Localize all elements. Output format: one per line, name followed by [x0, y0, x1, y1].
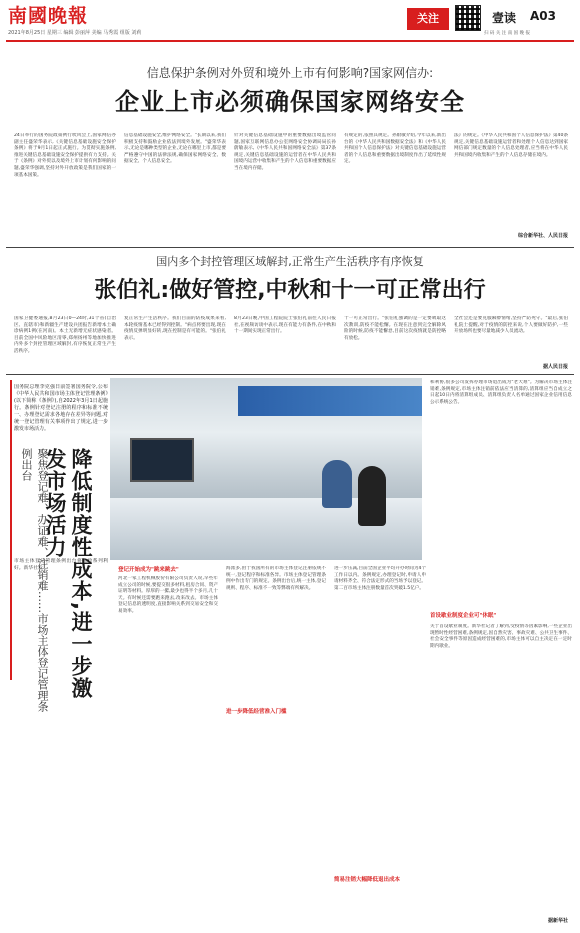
story2-col-1: 国家卫健委通报,8月23日0—24时,31个省(自治区、直辖市)和新疆生产建设兵团报告新增本土确诊病例1例(在河南)。本土无新增无症状感染者。目前全国中风险地区清零,郑州扬州等地加快推进内外多个封控管理区域解封,有序恢复正常生产生活秩序。: [14, 316, 116, 354]
masthead-rule: [6, 40, 574, 42]
photo-screen: [130, 438, 194, 482]
story3-col-1: 河北一家工程机械股份有限公司负责人说,早些年成立公司的时候,要提交很多材料,租房合同、资产证明等材料。厚厚的一摞,最少也得半个多月,几十天。有时候还需要跑来跑去,改来改去。市场主体登记信息的透明度,直接影响关系到交易安全和交易效率。: [118, 576, 218, 614]
photo-caption: 市场主体登记管理条例出台将简政系列利好。新华社发: [14, 559, 108, 571]
section-head-2: 进一步降低经营准入门槛: [226, 709, 287, 715]
story2-col-4: 十一可正常出行。"张伯礼强调的是一定要吸取这次教训,防疫不能松懈。在现在注意到完全解除风险的时候,防疫不能懈怠,目前这次疫情就是防控略有放松。: [344, 316, 446, 341]
story1-kicker: 信息保护条例对外贸和境外上市有何影响?国家网信办:: [146, 66, 434, 80]
qr-caption: 扫 码 关 注 南 国 晚 报: [484, 31, 531, 36]
story1-credit: 综合新华社、人民日报: [517, 233, 568, 239]
page-name: 壹读: [492, 11, 517, 25]
section-head-4: 首设歇业制度企业可"休眠": [430, 613, 497, 619]
qr-code-icon: [455, 5, 481, 31]
photo-banner: [238, 386, 422, 416]
story2-col-3: 8月23日晚,中国工程院院士张伯礼前往人民日报社,在视频访谈中表示,现在有能力有条件,在中秋和十一期间实现正常出行。: [234, 316, 336, 335]
section-head-3: 简易注销大幅降低退出成本: [334, 877, 401, 883]
service-hall-photo: [110, 378, 422, 560]
story2-headline: 张伯礼:做好管控,中秋和十一可正常出行: [94, 278, 486, 303]
newspaper-logo: 南國晚報: [8, 5, 89, 27]
story3-headline: 降低制度性成本,进一步激发市场活力: [43, 448, 93, 699]
section-tag-label: 关注: [417, 12, 439, 25]
photo-clerk: [322, 460, 352, 508]
story2-credit: 据人民日报: [542, 364, 568, 370]
story3-col-5: 关于首设歇业制度。新华社记者了解到,受疫情等因素影响,一些企业出现暂时性经营困难,条例规定,因自然灾害、事故灾难、公共卫生事件、社会安全事件等原因造成经营困难的,市场主体可以自主决定在一定时期内歇业。: [430, 624, 572, 649]
story1-col-5: 法》的规定。《中华人民共和国个人信息保护法》第40条规定,关键信息基础设施运营者和处理个人信息达到国家网信部门规定数量的个人信息处理者,应当将在中华人民共和国境内收集和产生的个人信息存储在境内。: [454, 133, 568, 158]
story1-col-2: 信息基础设施安全,维护网络安全。"长期以来,我们积极支持和鼓励企业依法到境外发展。"盛荣华表示,无论是哪种类型的企业,无论在哪里上市,都是要严格遵守中国的法律法规,确保国家网络安全、数据安全、个人信息安全。: [124, 133, 226, 165]
story1-col-1: 24日举行的国务院政策例行吹风会上,国家网信办副主任盛荣华表示,《关键信息基础设施安全保护条例》将于9月1日起正式施行。为贯彻实施条例,推进关键信息基础设施安全保护提供有力支持。关于《条例》对外贸以及境外上市计划有何影响的问题,盛荣华强调,坚持对外开放政策是我们国家的一项基本国策。: [14, 133, 116, 178]
story2-col-2: 复正常生产生活秩序。我们目前的防疫成果来看,本轮疫情基本已经得到控制。"病点将要出现,现在疫情反弹明显好转,现在控制是有可能的。"张伯礼表示。: [124, 316, 226, 341]
story2-col-5: 全社会还是要克服麻痹情绪,坚持严防死守。"最后,张伯礼院士提醒,对于疫情的防控来说,个人要做好防护,一些开放场所也要尽量地减少人员流动。: [454, 316, 568, 335]
page-number: A03: [530, 9, 556, 23]
story3-col-4: 和利协,很多公司发挥办理市场退出成为"老大难"。为解决市场主体注销难,条例规定,市场主体注销前依法应当清算的,清算组应当自成立之日起10日内将清算组成员、清算组负责人名单通过国家企业信用信息公示系统公告。: [430, 380, 572, 405]
story3-col-2: 海派多,由于我国所有的市场主体登记注册依规不统一,登记程序和标准各异。市场主体登记管理条例中作出专门的规定。条例出台后,统一主体,登记规则、程序、标准不一致等弊端有所解决。: [226, 566, 326, 591]
story2-kicker: 国内多个封控管理区域解封,正常生产生活秩序有序恢复: [156, 255, 424, 268]
section-head-1: 登记开始成为"跳来跳去": [118, 567, 179, 573]
date-line: 2021年8月25日 星期三 编辑 彭丽萍 美编 马秀霞 组版 刘莉: [8, 30, 142, 36]
story3-credit: 据新华社: [547, 918, 568, 924]
story1-headline: 企业上市必须确保国家网络安全: [115, 88, 465, 116]
story1-col-4: 有规定的,依照其规定。孙蔚敏介绍,今年以来,新出台的《中华人民共和国数据安全法》和《中华人民共和国个人信息保护法》对关键信息基础设施运营者的个人信息和重要数据出境制度作出了延续性规定。: [344, 133, 446, 165]
story2-rule: [6, 374, 574, 375]
story3-col-3: 进一步压减,目前全国企业平均开办时间为4个工作日以内。条例规定,办理登记时,申请人申请材料齐全、符合法定形式的当场予以登记。第二百市场主体注册数量首次突破1.5亿户。: [334, 566, 426, 591]
photo-visitor: [358, 466, 386, 526]
lead-box-text: 国务院总理李克强日前签署国务院令,公布《中华人民共和国市场主体登记管理条例》(以下简称《条例》),自2022年3月1日起施行。条例针对登记注册的程序和标准不统一、办理登记需求各地存在差异等问题,对统一登记管理有关事项作出了规定,进一步激发市场活力。: [14, 384, 108, 432]
story3-subhead: 聚焦登记难、办证难、注销难……市场主体登记管理条例出台: [20, 448, 49, 712]
story1-col-3: 针对关键信息基础设施中的重要数据出境监管问题,国家互联网信息办公室网络安全协调局局长孙蔚敏表示,《中华人民共和国网络安全法》第37条规定,关键信息基础设施的运营者在中华人民共和国境内运营中收集和产生的个人信息和重要数据应当在境内存储。: [234, 133, 336, 171]
story1-rule: [6, 247, 574, 248]
